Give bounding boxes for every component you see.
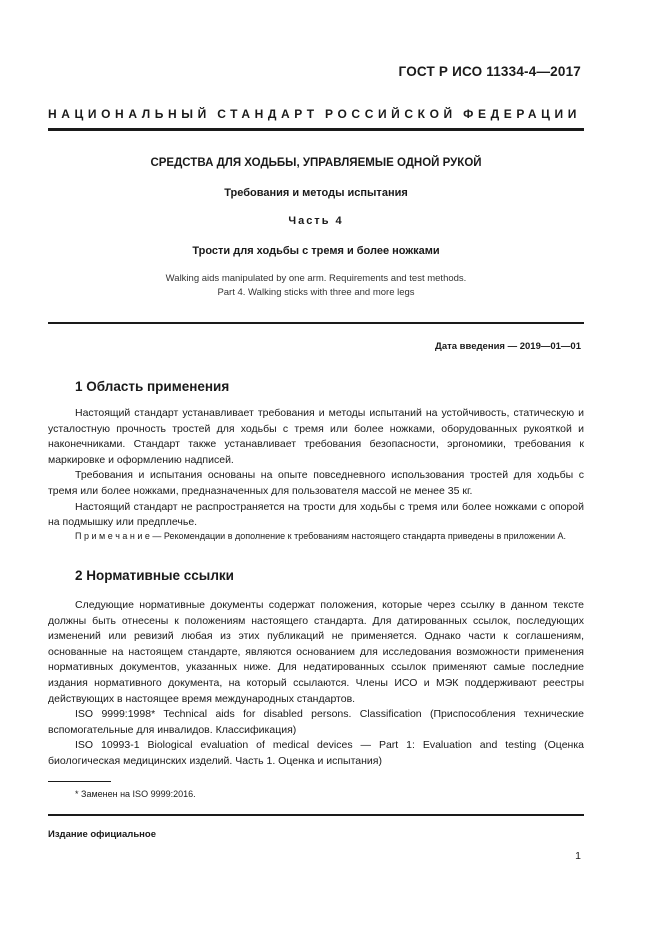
part-label: Часть 4 [288, 215, 344, 227]
banner-word: НАЦИОНАЛЬНЫЙ [48, 107, 211, 121]
footnote: * Заменен на ISO 9999:2016. [75, 789, 196, 799]
paragraph: Настоящий стандарт устанавливает требования и методы испытаний на устойчивость, статическую и усталостную прочность тростей для ходьбы с тремя или более ножками, оборудованных рукояткой и наконечниками. Стандарт также устанавливает требования безопасности, эргономики, требования к маркировке и оформлению надписей. [48, 407, 584, 466]
document-title: СРЕДСТВА ДЛЯ ХОДЬБЫ, УПРАВЛЯЕМЫЕ ОДНОЙ РУКОЙ [150, 157, 482, 169]
footnote-rule [48, 781, 111, 782]
header-rule [48, 128, 584, 131]
english-title-line: Part 4. Walking sticks with three and more legs [217, 287, 415, 298]
paragraph: Требования и испытания основаны на опыте повседневного использования тростей для ходьбы с тремя или более ножками, предназначенных для пользователя массой не менее 35 кг. [48, 469, 584, 497]
note-text: — Рекомендации в дополнение к требованиям настоящего стандарта приведены в приложении А. [149, 531, 566, 541]
edition-label: Издание официальное [48, 829, 156, 840]
reference-item: ISO 10993-1 Biological evaluation of medical devices — Part 1: Evaluation and testing (Оценка биологическая медицинских изделий. Часть 1. Оценка и испытания) [48, 739, 584, 767]
english-title-line: Walking aids manipulated by one arm. Requirements and test methods. [165, 273, 467, 284]
note-label: П р и м е ч а н и е [75, 531, 150, 541]
section-heading: 2 Нормативные ссылки [75, 568, 234, 583]
section-2-body [48, 598, 584, 770]
title-rule [48, 322, 584, 324]
document-subtitle: Требования и методы испытания [224, 187, 408, 199]
national-standard-banner [48, 107, 581, 121]
introduction-date: Дата введения — 2019—01—01 [435, 341, 581, 352]
banner-word: СТАНДАРТ [217, 107, 319, 121]
standard-code: ГОСТ Р ИСО 11334-4—2017 [398, 64, 581, 79]
page-number: 1 [575, 850, 581, 862]
banner-word: ФЕДЕРАЦИИ [463, 107, 581, 121]
section-heading: 1 Область применения [75, 379, 230, 394]
section-1-body [48, 406, 584, 531]
banner-word: РОССИЙСКОЙ [325, 107, 457, 121]
note [48, 530, 584, 543]
reference-item: ISO 9999:1998* Technical aids for disabled persons. Classification (Приспособления технические вспомогательные для инвалидов. Классификация) [48, 708, 584, 736]
part-title: Трости для ходьбы с тремя и более ножками [192, 245, 440, 257]
paragraph: Следующие нормативные документы содержат положения, которые через ссылку в данном тексте должны быть отнесены к положениям настоящего стандарта. Для датированных ссылок, последующих изменений или ревизий любая из этих публикаций не применяется. Однако части к соглашениям, основанные на настоящем стандарте, являются основанием для исследования возможности применения нормативных документов, указанных ниже. Для недатированных ссылок применяют самые последние издания нормативного документа, на который ссылаются. Члены ИСО и МЭК поддерживают реестры действующих в настоящее время международных стандартов. [48, 599, 584, 705]
footer-rule [48, 814, 584, 816]
paragraph: Настоящий стандарт не распространяется на трости для ходьбы с тремя или более ножками с опорой на подмышку или предплечье. [48, 500, 584, 529]
